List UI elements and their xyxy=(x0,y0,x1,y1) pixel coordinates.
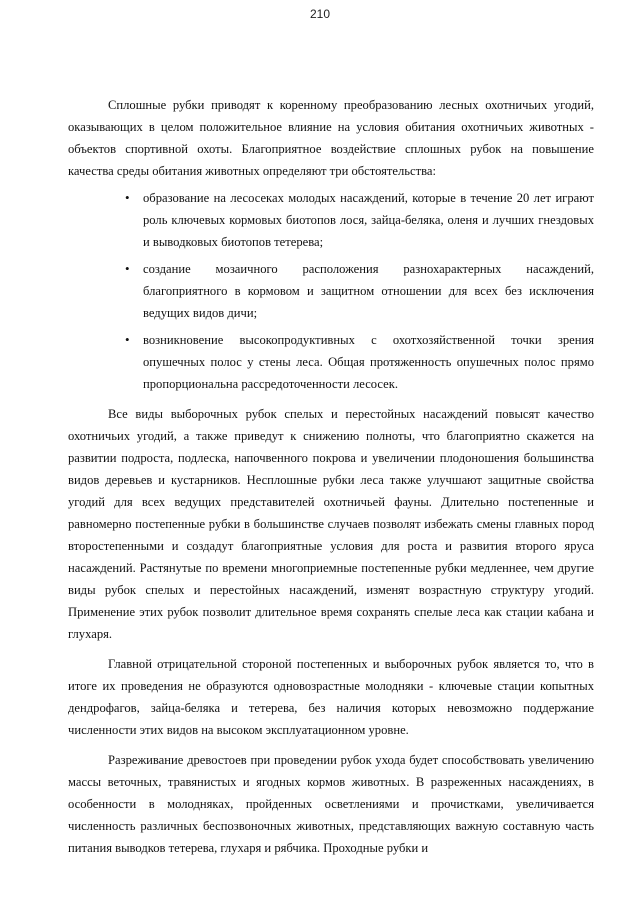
bullet-item xyxy=(125,258,594,324)
bullet-icon: • xyxy=(125,190,130,205)
bullet-item xyxy=(125,329,594,395)
bullet-item xyxy=(125,187,594,253)
paragraph-intro: Сплошные рубки приводят к коренному преобразованию лесных охотничьих угодий, оказывающих в целом положительное влияние на условия обитания охотничьих животных - объектов спортивной охоты. Благоприятное воздействие сплошных рубок на повышение качества среды обитания животных определяют три обстоятельства: xyxy=(68,98,594,178)
bullet-text: создание мозаичного расположения разнохарактерных насаждений, благоприятного в кормовом и защитном отношении для всех без исключения ведущих видов дичи; xyxy=(143,262,594,320)
page-number: 210 xyxy=(309,7,331,21)
bullet-icon: • xyxy=(125,261,130,276)
bullet-icon: • xyxy=(125,332,130,347)
bullet-text: возникновение высокопродуктивных с охотхозяйственной точки зрения опушечных полос у стены леса. Общая протяженность опушечных полос прямо пропорциональна рассредоточенности лесосек. xyxy=(143,333,594,391)
paragraph-selective-cuttings: Все виды выборочных рубок спелых и перестойных насаждений повысят качество охотничьих угодий, а также приведут к снижению полноты, что благоприятно скажется на развитии подроста, подлеска, напочвенного покрова и увеличении плодоношения большинства видов деревьев и кустарников. Несплошные рубки леса также улучшают защитные свойства угодий для всех ведущих представителей охотничьей фауны. Длительно постепенные и равномерно постепенные рубки в большинстве случаев позволят избежать смены главных пород второстепенными и создадут благоприятные условия для роста и развития второго яруса насаждений. Растянутые по времени многоприемные постепенные рубки медленнее, чем другие виды рубок спелых и перестойных насаждений, изменят возрастную структуру угодий. Применение этих рубок позволит длительное время сохранять спелые леса как стации кабана и глухаря. xyxy=(68,407,594,641)
paragraph-negative-side: Главной отрицательной стороной постепенных и выборочных рубок является то, что в итоге их проведения не образуются одновозрастные молодняки - ключевые стации копытных дендрофагов, зайца-беляка и тетерева, без наличия которых невозможно поддержание численности этих видов на высоком эксплуатационном уровне. xyxy=(68,657,594,737)
document-body xyxy=(68,94,594,859)
bullet-list xyxy=(68,187,594,395)
paragraph-thinning: Разреживание древостоев при проведении рубок ухода будет способствовать увеличению массы веточных, травянистых и ягодных кормов животных. В разреженных насаждениях, в особенности в молодняках, пройденных осветлениями и прочистками, увеличивается численность различных беспозвоночных животных, представляющих важную составную часть питания выводков тетерева, глухаря и рябчика. Проходные рубки и xyxy=(68,753,594,855)
bullet-text: образование на лесосеках молодых насаждений, которые в течение 20 лет играют роль ключевых кормовых биотопов лося, зайца-беляка, оленя и лучших гнездовых и выводковых биотопов тетерева; xyxy=(143,191,594,249)
